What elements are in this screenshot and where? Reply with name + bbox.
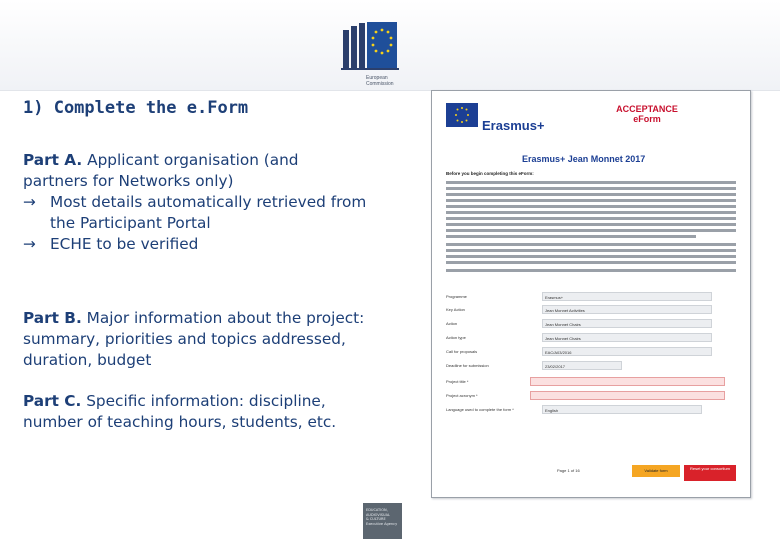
- instruction-text-line: [446, 249, 736, 252]
- bullet-text: Most details automatically retrieved from the Participant Portal: [50, 193, 367, 232]
- project-title-input[interactable]: [530, 377, 725, 386]
- instruction-text-line: [446, 243, 736, 246]
- part-a-description: Applicant organisation (and partners for Networks only): [23, 151, 299, 190]
- logo-text-line2: Commission: [366, 81, 394, 87]
- reset-consortium-button[interactable]: Reset your consortium: [684, 465, 736, 481]
- page-indicator: Page 1 of 16: [557, 468, 580, 473]
- acceptance-line1: ACCEPTANCE: [616, 104, 678, 114]
- instruction-text-line: [446, 181, 736, 184]
- field-key-action[interactable]: Jean Monnet Activities: [542, 305, 712, 314]
- instruction-text-line: [446, 187, 736, 190]
- eacea-line: AUDIOVISUAL: [366, 512, 390, 517]
- instruction-text-line: [446, 235, 696, 238]
- eacea-line: Executive Agency: [366, 521, 398, 526]
- language-select[interactable]: English: [542, 405, 702, 414]
- form-title: Erasmus+ Jean Monnet 2017: [522, 154, 646, 164]
- field-label-project-title: Project title *: [446, 379, 469, 384]
- part-b-description: Major information about the project: summary, priorities and topics addressed, duration, budget: [23, 309, 365, 369]
- instruction-text-line: [446, 211, 736, 214]
- field-label-project-acronym: Project acronym *: [446, 393, 478, 398]
- part-a-bullet-1: [23, 192, 368, 234]
- acceptance-line2: eForm: [633, 114, 661, 124]
- before-heading: Before you begin completing this eForm:: [446, 171, 534, 176]
- field-label-key-action: Key Action: [446, 307, 465, 312]
- field-label-call: Call for proposals: [446, 349, 478, 354]
- instruction-text-line: [446, 229, 736, 232]
- european-commission-wordmark: [366, 75, 394, 87]
- instruction-text-line: [446, 205, 736, 208]
- eacea-logo-text: [366, 508, 397, 526]
- part-a-bullet-2: [23, 234, 368, 255]
- field-label-action: Action: [446, 321, 458, 326]
- field-label-language: Language used to complete the form *: [446, 407, 514, 412]
- field-label-deadline: Deadline for submission: [446, 363, 489, 368]
- eacea-line: EDUCATION,: [366, 508, 388, 512]
- instruction-text-line: [446, 255, 736, 258]
- logo-text-line1: European: [366, 75, 388, 81]
- part-c-label: Part C.: [23, 392, 82, 410]
- instruction-text-line: [446, 193, 736, 196]
- instruction-text-line: [446, 269, 736, 272]
- field-action[interactable]: Jean Monnet Chairs: [542, 319, 712, 328]
- instruction-text-line: [446, 217, 736, 220]
- arrow-right-icon: →: [23, 193, 36, 211]
- part-a-block: [23, 150, 368, 255]
- eform-screenshot: [431, 90, 751, 498]
- arrow-right-icon: →: [23, 235, 36, 253]
- acceptance-label: [602, 104, 692, 124]
- instruction-text-line: [446, 261, 736, 264]
- project-acronym-input[interactable]: [530, 391, 725, 400]
- bullet-text: ECHE to be verified: [50, 235, 199, 253]
- part-a-heading: [23, 150, 368, 192]
- field-deadline[interactable]: 23/02/2017: [542, 361, 622, 370]
- european-commission-logo: [341, 20, 399, 72]
- instruction-text-line: [446, 223, 736, 226]
- part-c-block: [23, 391, 368, 433]
- slide-title: 1) Complete the e.Form: [23, 98, 249, 118]
- instruction-text-line: [446, 199, 736, 202]
- validate-form-button[interactable]: Validate form: [632, 465, 680, 477]
- field-action-type[interactable]: Jean Monnet Chairs: [542, 333, 712, 342]
- eu-flag-icon: [446, 103, 478, 127]
- part-b-label: Part B.: [23, 309, 82, 327]
- eacea-line: & CULTURE: [366, 517, 386, 521]
- part-c-description: Specific information: discipline, number of teaching hours, students, etc.: [23, 392, 337, 431]
- part-a-label: Part A.: [23, 151, 83, 169]
- erasmus-plus-logo-text: Erasmus+: [482, 118, 545, 133]
- field-label-action-type: Action type: [446, 335, 466, 340]
- field-label-programme: Programme: [446, 294, 467, 299]
- field-call[interactable]: EAC/A03/2016: [542, 347, 712, 356]
- part-b-block: [23, 308, 368, 371]
- field-programme[interactable]: Erasmus+: [542, 292, 712, 301]
